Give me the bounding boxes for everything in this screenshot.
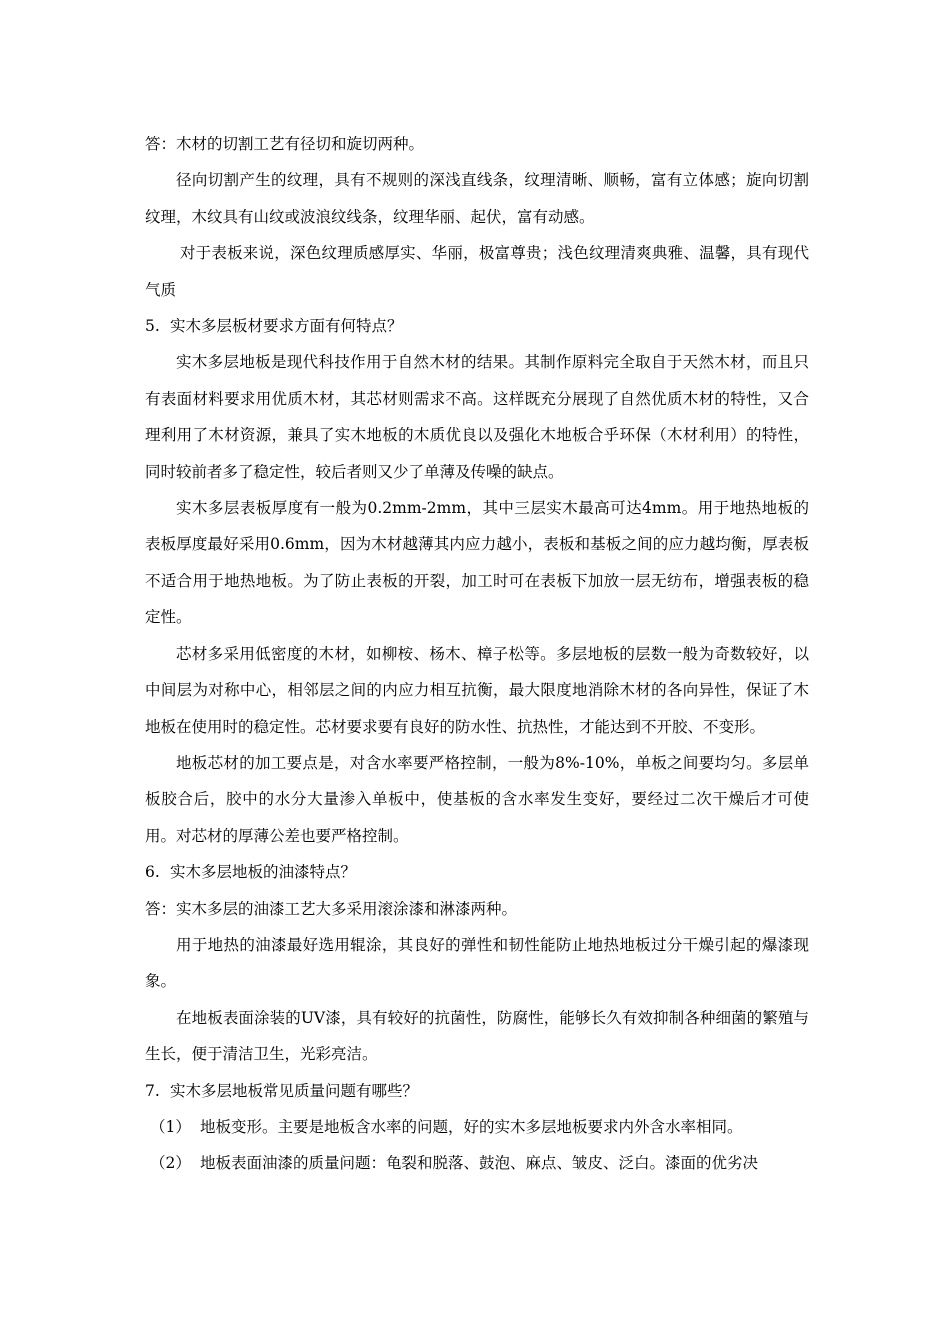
list-item <box>145 1109 809 1145</box>
body-paragraph: 实木多层表板厚度有一般为0.2mm-2mm，其中三层实木最高可达4mm。用于地热地板的表板厚度最好采用0.6mm，因为木材越薄其内应力越小，表板和基板之间的应力越均衡，厚表板不适合用于地热地板。为了防止表板的开裂，加工时可在表板下加放一层无纺布，增强表板的稳定性。 <box>145 499 809 627</box>
question-number: 7. <box>145 1081 160 1100</box>
body-paragraph: 实木多层地板是现代科技作用于自然木材的结果。其制作原料完全取自于天然木材，而且只有表面材料要求用优质木材，其芯材则需求不高。这样既充分展现了自然优质木材的特性，又合理利用了木材资源，兼具了实木地板的木质优良以及强化木地板合乎环保（木材利用）的特性，同时较前者多了稳定性，较后者则又少了单薄及传噪的缺点。 <box>145 353 809 481</box>
body-paragraph: 径向切割产生的纹理，具有不规则的深浅直线条，纹理清晰、顺畅，富有立体感；旋向切割纹理，木纹具有山纹或波浪纹线条，纹理华丽、起伏，富有动感。 <box>145 171 809 226</box>
list-text: 地板表面油漆的质量问题：龟裂和脱落、鼓泡、麻点、皱皮、泛白。漆面的优劣决 <box>200 1154 759 1173</box>
question-heading <box>145 308 809 344</box>
question-number: 6. <box>145 863 160 882</box>
question-number: 5. <box>145 317 160 336</box>
body-paragraph: 芯材多采用低密度的木材，如柳桉、杨木、樟子松等。多层地板的层数一般为奇数较好，以中间层为对称中心，相邻层之间的内应力相互抗衡，最大限度地消除木材的各向异性，保证了木地板在使用时的稳定性。芯材要求要有良好的防水性、抗热性，才能达到不开胶、不变形。 <box>145 644 809 736</box>
body-paragraph: 在地板表面涂装的UV漆，具有较好的抗菌性，防腐性，能够长久有效抑制各种细菌的繁殖与生长，便于清洁卫生，光彩亮洁。 <box>145 1008 809 1064</box>
question-text: 实木多层板材要求方面有何特点？ <box>170 317 403 336</box>
body-paragraph: 对于表板来说，深色纹理质感厚实、华丽，极富尊贵；浅色纹理清爽典雅、温馨，具有现代气质 <box>145 244 809 299</box>
body-paragraph: 用于地热的油漆最好选用辊涂，其良好的弹性和韧性能防止地热地板过分干燥引起的爆漆现象。 <box>145 935 809 991</box>
question-text: 实木多层地板常见质量问题有哪些？ <box>170 1081 419 1100</box>
question-heading <box>145 1073 809 1109</box>
list-marker: （2） <box>150 1154 191 1173</box>
list-marker: （1） <box>150 1117 191 1136</box>
question-text: 实木多层地板的油漆特点？ <box>170 863 357 882</box>
list-text: 地板变形。主要是地板含水率的问题，好的实木多层地板要求内外含水率相同。 <box>200 1117 743 1136</box>
list-item <box>145 1145 809 1181</box>
document-body <box>145 126 809 1182</box>
question-heading <box>145 854 809 890</box>
body-paragraph: 地板芯材的加工要点是，对含水率要严格控制，一般为8%-10%，单板之间要均匀。多层单板胶合后，胶中的水分大量渗入单板中，使基板的含水率发生变好，要经过二次干燥后才可使用。对芯材的厚薄公差也要严格控制。 <box>145 753 809 845</box>
answer-paragraph: 答：木材的切割工艺有径切和旋切两种。 <box>145 135 425 153</box>
answer-paragraph: 答：实木多层的油漆工艺大多采用滚涂漆和淋漆两种。 <box>145 899 518 918</box>
